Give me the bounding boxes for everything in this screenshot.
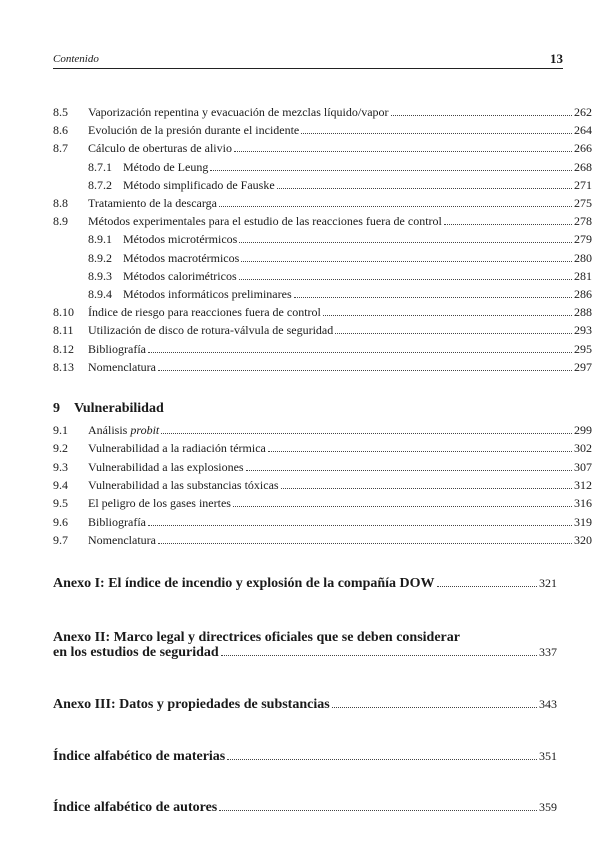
- leader-dots: [227, 748, 537, 760]
- entry-number: 9.1: [53, 423, 68, 437]
- entry-page: 275: [574, 196, 592, 210]
- leader-dots: [241, 252, 572, 262]
- entry-number: 8.9.3: [88, 268, 112, 283]
- entry-number: 8.9.2: [88, 250, 112, 265]
- toc-entry[interactable]: [53, 305, 592, 319]
- annex-2-page: 337: [539, 645, 557, 659]
- leader-dots: [158, 361, 572, 371]
- entry-number: 8.6: [53, 123, 68, 138]
- leader-dots: [391, 106, 572, 116]
- leader-dots: [301, 124, 572, 134]
- entry-title: [88, 105, 389, 119]
- leader-dots: [437, 575, 537, 587]
- entry-title: [123, 232, 237, 246]
- entry-title-text: Bibliografía: [88, 514, 146, 529]
- entry-title: [123, 269, 237, 283]
- entry-page: 293: [574, 323, 592, 338]
- entry-title-text: Métodos macrotérmicos: [123, 250, 240, 265]
- leader-dots: [239, 233, 572, 243]
- entry-number: 8.9: [53, 214, 68, 229]
- entry-number: 9.6: [53, 514, 68, 529]
- subject-index-page: 351: [539, 749, 557, 763]
- entry-page: 262: [574, 105, 592, 119]
- entry-title: [88, 141, 232, 155]
- toc-entry[interactable]: [53, 460, 592, 474]
- entry-title-text: Vulnerabilidad a las substancias tóxicas: [88, 477, 279, 492]
- entry-page: 295: [574, 341, 592, 356]
- toc-entry[interactable]: [53, 423, 592, 437]
- entry-number: 9.3: [53, 459, 68, 474]
- header-rule: [53, 68, 563, 69]
- entry-number: 8.10: [53, 305, 74, 320]
- chapter-9-title: [53, 401, 164, 417]
- entry-title: [123, 160, 208, 174]
- entry-title-text: Vulnerabilidad a las explosiones: [88, 459, 244, 474]
- leader-dots: [323, 306, 572, 316]
- entry-number: 8.8: [53, 196, 68, 210]
- leader-dots: [246, 461, 572, 471]
- entry-number: 8.7: [53, 141, 68, 156]
- entry-page: 297: [574, 359, 592, 374]
- annex-3-page: 343: [539, 697, 557, 711]
- entry-title: [88, 342, 146, 356]
- toc-entry[interactable]: [53, 105, 592, 119]
- leader-dots: [268, 442, 572, 452]
- entry-title: [123, 287, 292, 301]
- leader-dots: [239, 270, 572, 280]
- annex-2-title-line1: Anexo II: Marco legal y directrices oficiales que se deben considerar: [53, 630, 460, 645]
- chapter-9-name: Vulnerabilidad: [74, 401, 164, 416]
- entry-title: [88, 323, 333, 337]
- toc-entry[interactable]: [53, 342, 592, 356]
- entry-title: [123, 251, 239, 265]
- entry-title: [88, 305, 321, 319]
- entry-number: 9.5: [53, 496, 68, 511]
- entry-number: 8.7.1: [88, 159, 112, 174]
- leader-dots: [444, 215, 572, 225]
- entry-page: 264: [574, 123, 592, 138]
- toc-entry[interactable]: [53, 323, 592, 337]
- chapter-9-number: 9: [53, 401, 60, 416]
- entry-title: [88, 214, 442, 228]
- entry-title-text: Tratamiento de la descarga: [88, 196, 217, 210]
- leader-dots: [234, 142, 572, 152]
- entry-title-text: Vaporización repentina y evacuación de mezclas líquido/vapor: [88, 105, 389, 119]
- leader-dots: [233, 497, 572, 507]
- entry-title-text: Nomenclatura: [88, 359, 156, 374]
- entry-title-text: Cálculo de oberturas de alivio: [88, 141, 232, 156]
- annex-2-entry[interactable]: [53, 644, 557, 661]
- toc-entry[interactable]: [53, 123, 592, 137]
- entry-page: 299: [574, 423, 592, 437]
- entry-page: 312: [574, 477, 592, 492]
- leader-dots: [221, 644, 537, 656]
- entry-title-text: El peligro de los gases inertes: [88, 496, 231, 511]
- toc-entry[interactable]: [53, 441, 592, 455]
- entry-page: 279: [574, 232, 592, 247]
- toc-entry[interactable]: [53, 287, 592, 301]
- entry-number: 9.7: [53, 532, 68, 547]
- entry-title-text: Métodos experimentales para el estudio de las reacciones fuera de control: [88, 214, 442, 229]
- entry-page: 278: [574, 214, 592, 229]
- entry-title-text: Método de Leung: [123, 159, 209, 174]
- entry-title-italic: probit: [130, 423, 160, 437]
- subject-index-entry[interactable]: [53, 748, 557, 765]
- entry-page: 271: [574, 177, 592, 192]
- annex-1-page: 321: [539, 576, 557, 590]
- author-index-page: 359: [539, 800, 557, 814]
- leader-dots: [281, 479, 572, 489]
- entry-number: 8.5: [53, 105, 68, 119]
- entry-title: [88, 496, 231, 510]
- entry-title: [88, 533, 156, 547]
- toc-entry[interactable]: [53, 478, 592, 492]
- leader-dots: [294, 288, 572, 298]
- entry-page: 316: [574, 496, 592, 511]
- entry-title-text: Método simplificado de Fauske: [123, 177, 275, 192]
- entry-page: 307: [574, 459, 592, 474]
- entry-title: [88, 515, 146, 529]
- toc-entry[interactable]: [53, 196, 592, 210]
- leader-dots: [219, 799, 537, 811]
- entry-title: [88, 196, 217, 210]
- leader-dots: [335, 324, 572, 334]
- entry-number: 8.11: [53, 323, 74, 338]
- entry-page: 281: [574, 268, 592, 283]
- annex-3-text: Anexo III: Datos y propiedades de substancias: [53, 697, 330, 712]
- entry-number: 9.4: [53, 477, 68, 492]
- author-index-text: Índice alfabético de autores: [53, 800, 218, 815]
- entry-number: 8.7.2: [88, 177, 112, 192]
- toc-entry[interactable]: [53, 533, 592, 547]
- entry-page: 268: [574, 159, 592, 174]
- entry-title-text: Métodos microtérmicos: [123, 232, 238, 247]
- entry-title-text: Índice de riesgo para reacciones fuera de control: [88, 305, 321, 320]
- entry-number: 8.9.4: [88, 287, 112, 301]
- toc-entry[interactable]: [53, 515, 592, 529]
- leader-dots: [332, 696, 537, 708]
- entry-number: 8.13: [53, 359, 74, 374]
- toc-entry[interactable]: [53, 232, 592, 246]
- entry-title: [88, 478, 279, 492]
- subject-index-text: Índice alfabético de materias: [53, 749, 226, 764]
- toc-entry[interactable]: [53, 496, 592, 510]
- leader-dots: [161, 424, 572, 434]
- annex-1-entry[interactable]: [53, 575, 557, 592]
- entry-title: [88, 441, 266, 455]
- leader-dots: [210, 161, 572, 171]
- entry-page: 266: [574, 141, 592, 156]
- annex-3-entry[interactable]: [53, 696, 557, 713]
- entry-title-text: Métodos calorimétricos: [123, 268, 237, 283]
- toc-entry[interactable]: [53, 178, 592, 192]
- entry-title-text: Nomenclatura: [88, 532, 156, 547]
- author-index-entry[interactable]: [53, 799, 557, 816]
- leader-dots: [158, 534, 572, 544]
- entry-number: 8.9.1: [88, 232, 112, 247]
- entry-title-text: Análisis: [88, 423, 131, 437]
- entry-page: 280: [574, 250, 592, 265]
- entry-title-text: Vulnerabilidad a la radiación térmica: [88, 441, 266, 456]
- entry-page: 286: [574, 287, 592, 301]
- toc-entry[interactable]: [53, 214, 592, 228]
- entry-title: [88, 423, 159, 437]
- entry-title: [123, 178, 275, 192]
- annex-2-text: en los estudios de seguridad: [53, 645, 219, 660]
- annex-1-text: Anexo I: El índice de incendio y explosión de la compañía DOW: [53, 576, 435, 591]
- leader-dots: [148, 516, 572, 526]
- toc-entry[interactable]: [53, 141, 592, 155]
- running-title: Contenido: [53, 53, 99, 65]
- entry-title: [88, 360, 156, 374]
- entry-title-text: Bibliografía: [88, 341, 146, 356]
- page-header: [53, 53, 563, 67]
- entry-page: 320: [574, 532, 592, 547]
- toc-entry[interactable]: [53, 269, 592, 283]
- leader-dots: [148, 343, 572, 353]
- entry-page: 288: [574, 305, 592, 320]
- entry-number: 9.2: [53, 441, 68, 456]
- entry-title-text: Utilización de disco de rotura-válvula de seguridad: [88, 323, 334, 338]
- entry-title-text: Métodos informáticos preliminares: [123, 287, 292, 301]
- entry-title-text: Evolución de la presión durante el incidente: [88, 123, 300, 138]
- leader-dots: [277, 179, 572, 189]
- entry-page: 319: [574, 514, 592, 529]
- page-number: 13: [550, 51, 563, 66]
- toc-entry[interactable]: [53, 360, 592, 374]
- toc-entry[interactable]: [53, 160, 592, 174]
- entry-title: [88, 123, 299, 137]
- entry-title: [88, 460, 244, 474]
- leader-dots: [219, 197, 572, 207]
- entry-number: 8.12: [53, 341, 74, 356]
- entry-page: 302: [574, 441, 592, 456]
- toc-entry[interactable]: [53, 251, 592, 265]
